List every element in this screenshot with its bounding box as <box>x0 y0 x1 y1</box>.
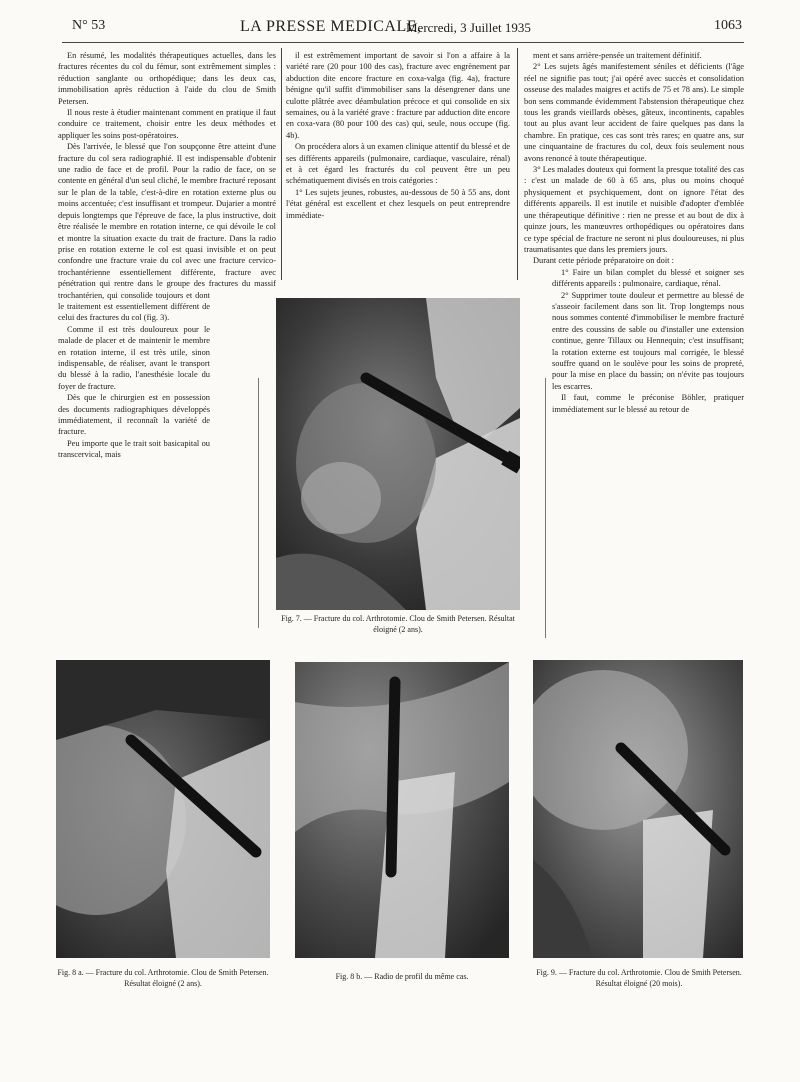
paragraph: 2° Les sujets âgés manifestement séniles et déficients (l'âge réel ne signifie pas tout; j'ai opéré avec succès et consolidation osseuse des malades maigres et actifs de 75 et 78 ans). Le simple bon sens commande évidemment l'abstension thérapeutique chez tous les grands vieillards obèses, gâteux, incontinents, capables tout au plus avant leur accident de faire quelques pas dans la chambre. En pratique, ces cas sont très rares; en quatre ans, sur une cinquantaine de fractures du col, deux fois seulement nous avons renoncé à toute thérapeutique. <box>524 62 744 163</box>
paragraph: 1° Les sujets jeunes, robustes, au-dessous de 50 à 55 ans, dont l'état général est excellent et chez lesquels on peut entreprendre immédiate- <box>286 187 510 220</box>
issue-date: Mercredi, 3 Juillet 1935 <box>406 20 531 35</box>
paragraph: 3° Les malades douteux qui forment la presque totalité des cas : c'est un malade de 60 à 65 ans, plus ou moins choqué physiquement et psychiquement, dont on ignore l'état des différents appareils. Il est inutile et nuisible d'adopter d'emblée une thérapeutique définitive : rien ne presse et au bout de dix à quinze jours, les manœuvres orthopédiques ou opératoires dans ce type spécial de fracture ne seront ni plus douloureuses, ni plus traumatisantes que dans les premiers jours. <box>524 165 744 254</box>
paragraph: Il nous reste à étudier maintenant comment en pratique il faut conduire ce traitement, choisir entre les deux méthodes et appliquer les soins post-opératoires. <box>58 108 276 140</box>
paragraph: Peu importe que le trait soit basicapital ou transcervical, mais <box>58 438 210 460</box>
issue-number: N° 53 <box>72 18 106 33</box>
paragraph: En résumé, les modalités thérapeutiques actuelles, dans les fractures récentes du col du fémur, sont extrêmement simples : réduction sanglante ou orthopédique; dans les deux cas, immobilisation après réduction à l'aide du clou de Smith Petersen. <box>58 51 276 106</box>
figure-9-caption: Fig. 9. — Fracture du col. Arthrotomie. Clou de Smith Petersen. Résultat éloigné (20 mois). <box>536 968 742 988</box>
page-number: 1063 <box>714 18 742 33</box>
xray-figure-8b <box>295 662 509 958</box>
paragraph: Durant cette période préparatoire on doit : <box>533 256 674 266</box>
xray-figure-7 <box>276 298 520 610</box>
paragraph: il est extrêmement important de savoir si l'on a affaire à la variété rare (20 pour 100 des cas), fracture avec engrènement par abduction dite encore fracture en coxa-valga (fig. 4a), fracture bénigne qu'il suffit d'immobiliser sans la désengrener dans une culotte plâtrée avec déambulation précoce et qui consolide en six semaines, ou à la variété grave : fracture par adduction dite encore en coxa-vara (80 pour 100 des cas) qui, seule, nous occupe (fig. 4b). <box>286 51 510 140</box>
text-column-left <box>58 50 276 636</box>
column-rule <box>545 378 546 638</box>
paragraph: Dès l'arrivée, le blessé que l'on soupçonne être atteint d'une fracture du col sera radiographié. Il est indispensable d'obtenir une radio de face et de profil. Pour la radio de face, on se contente en général d'un seul cliché, le membre fracturé reposant sur le plan de la table, c'est-à-dire en rotation externe plus ou moins accentuée; c'est insuffisant et trompeur. Dujarier a montré depuis longtemps que l'épreuve de face, la plus instructive, doit être réalisée le membre en rotation interne, ce qui dévoile le col et montre la situation exacte du trait de fracture. Dans la radio prise en rotation externe le col est quasi invisible et on peut confondre une fracture vraie du col avec une fracture cervico-trochantérienne essentiellement différente, fracture avec pénétration qui rentre dans le groupe des fractures du massif trochantérien, qui consolide toujours et dont le traitement est essentiellement différent de celui des fractures du col (fig. 3). <box>58 142 276 323</box>
paragraph: 1° Faire un bilan complet du blessé et soigner ses différents appareils : pulmonaire, cardiaque, rénal. <box>552 267 744 289</box>
paragraph: Dès que le chirurgien est en possession des documents radiographiques développés immédiatement, il reconnaît la variété de fracture. <box>58 393 210 437</box>
running-header <box>72 18 742 40</box>
paragraph: Comme il est très douloureux pour le malade de placer et de maintenir le membre en rotation interne, il est très utile, sinon indispensable, de réaliser, avant le transport du blessé à la radio, l'anesthésie locale du foyer de fracture. <box>58 324 210 391</box>
text-column-right <box>524 50 744 636</box>
paragraph: On procédera alors à un examen clinique attentif du blessé et de ses différents appareils (pulmonaire, cardiaque, vasculaire, rénal) et à cet égard les fracturés du col peuvent être un peu schématiquement divisés en trois catégories : <box>286 142 510 186</box>
paragraph: ment et sans arrière-pensée un traitement définitif. <box>533 51 702 60</box>
header-rule <box>62 42 744 43</box>
xray-figure-8a <box>56 660 270 958</box>
figure-7-caption: Fig. 7. — Fracture du col. Arthrotomie. Clou de Smith Petersen. Résultat éloigné (2 ans). <box>281 614 515 634</box>
column-rule <box>517 48 518 280</box>
paragraph: 2° Supprimer toute douleur et permettre au blessé de s'asseoir facilement dans son lit. Trop longtemps nous nous sommes contenté d'immobiliser le membre fracturé entre des coussins de sable ou d'installer une extension continue, genre Tillaux ou Hennequin; c'est insuffisant; la rotation externe est toujours mal corrigée, le blessé souffre quand on le soulève pour les soins de propreté, pour la mise en place du bassin; on n'évite pas toujours les escarres. <box>552 290 744 391</box>
journal-title: LA PRESSE MEDICALE, <box>240 18 422 35</box>
column-rule <box>258 378 259 628</box>
paragraph: Il faut, comme le préconise Böhler, pratiquer immédiatement sur le blessé au retour de <box>552 393 744 414</box>
xray-figure-9 <box>533 660 743 958</box>
column-rule <box>281 48 282 280</box>
figure-8a-caption: Fig. 8 a. — Fracture du col. Arthrotomie. Clou de Smith Petersen. Résultat éloigné (2 ans). <box>57 968 269 988</box>
text-column-middle <box>286 50 510 282</box>
figure-8b-caption: Fig. 8 b. — Radio de profil du même cas. <box>335 972 469 981</box>
